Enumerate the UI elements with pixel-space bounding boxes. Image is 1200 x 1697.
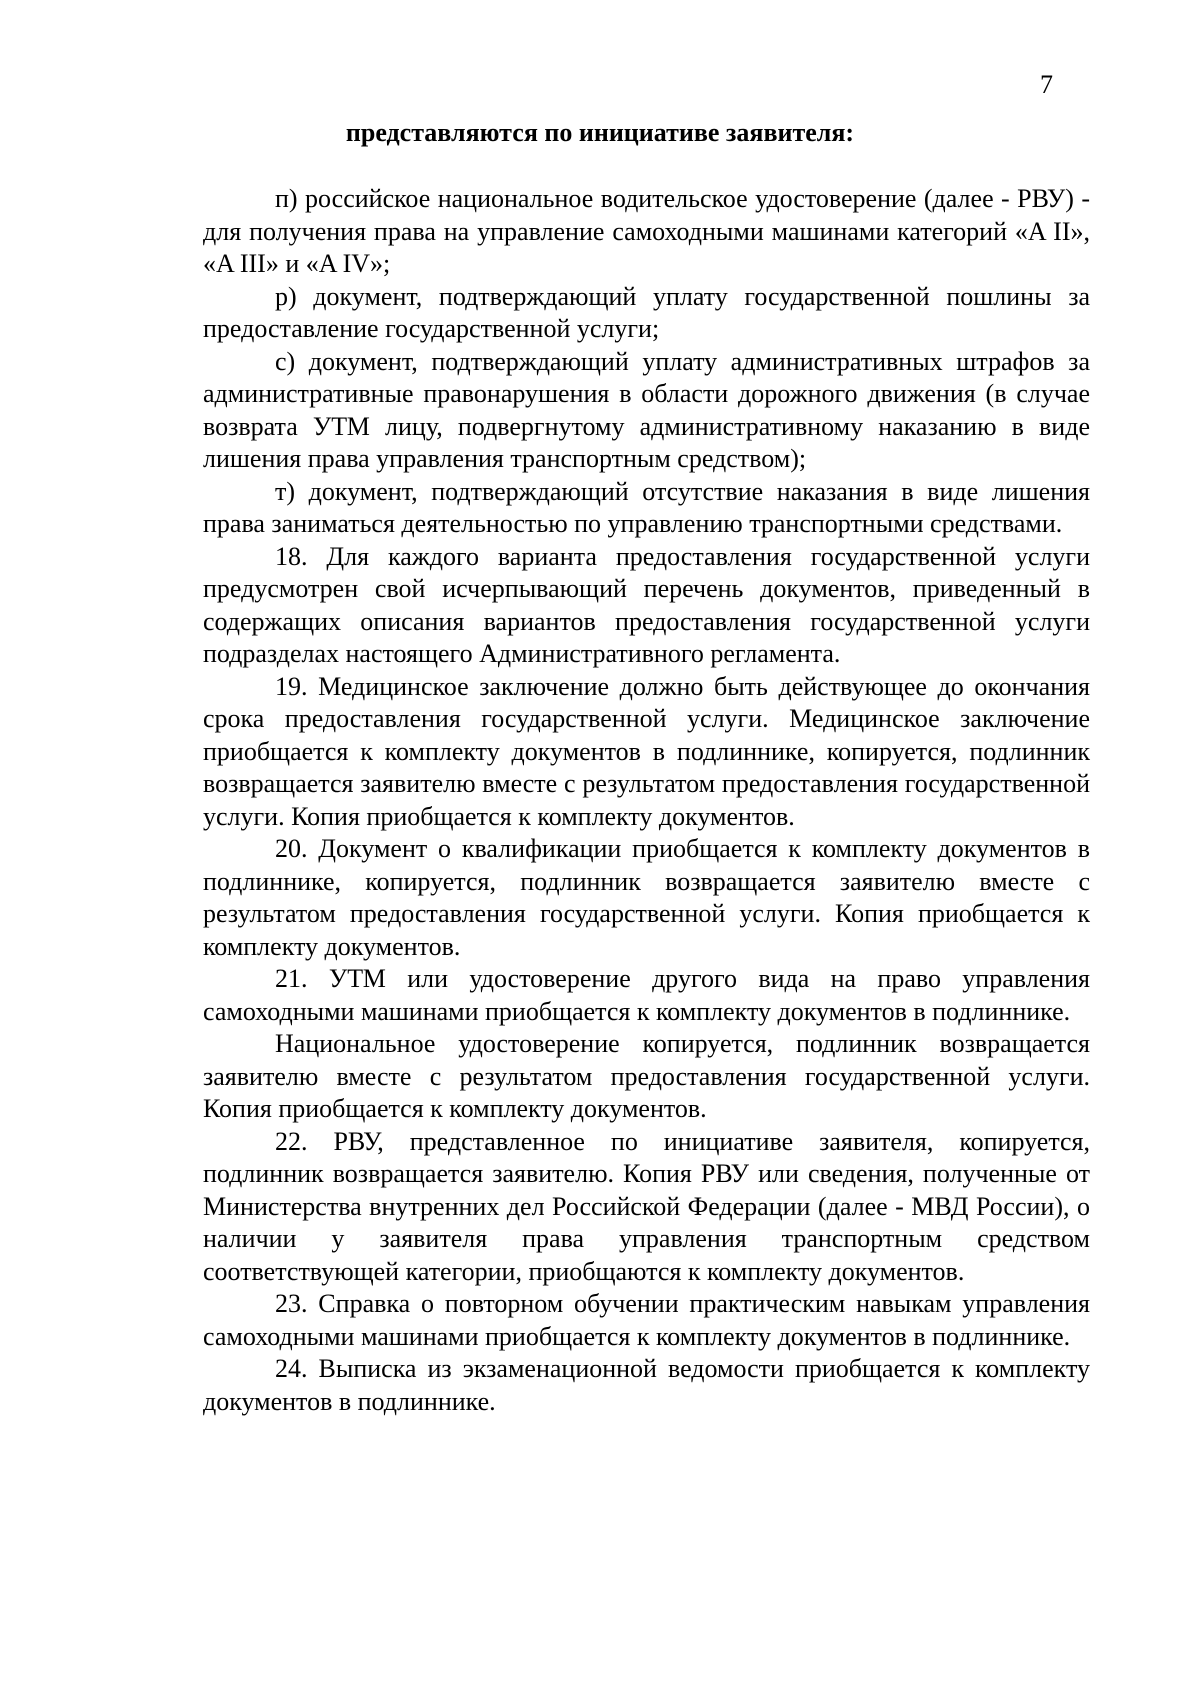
paragraph-clause-21: 21. УТМ или удостоверение другого вида на право управления самоходными машинами приобщается к комплекту документов в подлиннике. bbox=[203, 964, 1090, 1026]
paragraph-clause-24: 24. Выписка из экзаменационной ведомости приобщается к комплекту документов в подлиннике. bbox=[203, 1354, 1090, 1416]
paragraph-item-p: п) российское национальное водительское удостоверение (далее - РВУ) - для получения права на управление самоходными машинами категорий «A II», «A III» и «A IV»; bbox=[203, 184, 1090, 278]
page-number: 7 bbox=[1040, 70, 1053, 99]
paragraph-clause-22: 22. РВУ, представленное по инициативе заявителя, копируется, подлинник возвращается заявителю. Копия РВУ или сведения, полученные от Министерства внутренних дел Российской Федерации (далее - МВД России), о наличии у заявителя права управления транспортным средством соответствующей категории, приобщаются к комплекту документов. bbox=[203, 1126, 1090, 1286]
paragraph-clause-20: 20. Документ о квалификации приобщается к комплекту документов в подлиннике, копируется, подлинник возвращается заявителю вместе с результатом предоставления государственной услуги. Копия приобщается к комплекту документов. bbox=[203, 834, 1090, 961]
paragraph-item-s: с) документ, подтверждающий уплату административных штрафов за административные правонарушения в области дорожного движения (в случае возврата УТМ лицу, подвергнутому административному наказанию в виде лишения права управления транспортным средством); bbox=[203, 346, 1090, 473]
paragraph-clause-21-continued: Национальное удостоверение копируется, подлинник возвращается заявителю вместе с результатом предоставления государственной услуги. Копия приобщается к комплекту документов. bbox=[203, 1029, 1090, 1123]
paragraph-item-t: т) документ, подтверждающий отсутствие наказания в виде лишения права заниматься деятельностью по управлению транспортными средствами. bbox=[203, 476, 1090, 538]
section-heading: представляются по инициативе заявителя: bbox=[345, 118, 855, 147]
paragraph-item-r: р) документ, подтверждающий уплату государственной пошлины за предоставление государственной услуги; bbox=[203, 281, 1090, 343]
paragraph-clause-19: 19. Медицинское заключение должно быть действующее до окончания срока предоставления государственной услуги. Медицинское заключение приобщается к комплекту документов в подлиннике, копируется, подлинник возвращается заявителю вместе с результатом предоставления государственной услуги. Копия приобщается к комплекту документов. bbox=[203, 671, 1090, 831]
document-body bbox=[203, 183, 1090, 1418]
paragraph-clause-18: 18. Для каждого варианта предоставления государственной услуги предусмотрен свой исчерпывающий перечень документов, приведенный в содержащих описания вариантов предоставления государственной услуги подразделах настоящего Административного регламента. bbox=[203, 541, 1090, 668]
paragraph-clause-23: 23. Справка о повторном обучении практическим навыкам управления самоходными машинами приобщается к комплекту документов в подлиннике. bbox=[203, 1289, 1090, 1351]
